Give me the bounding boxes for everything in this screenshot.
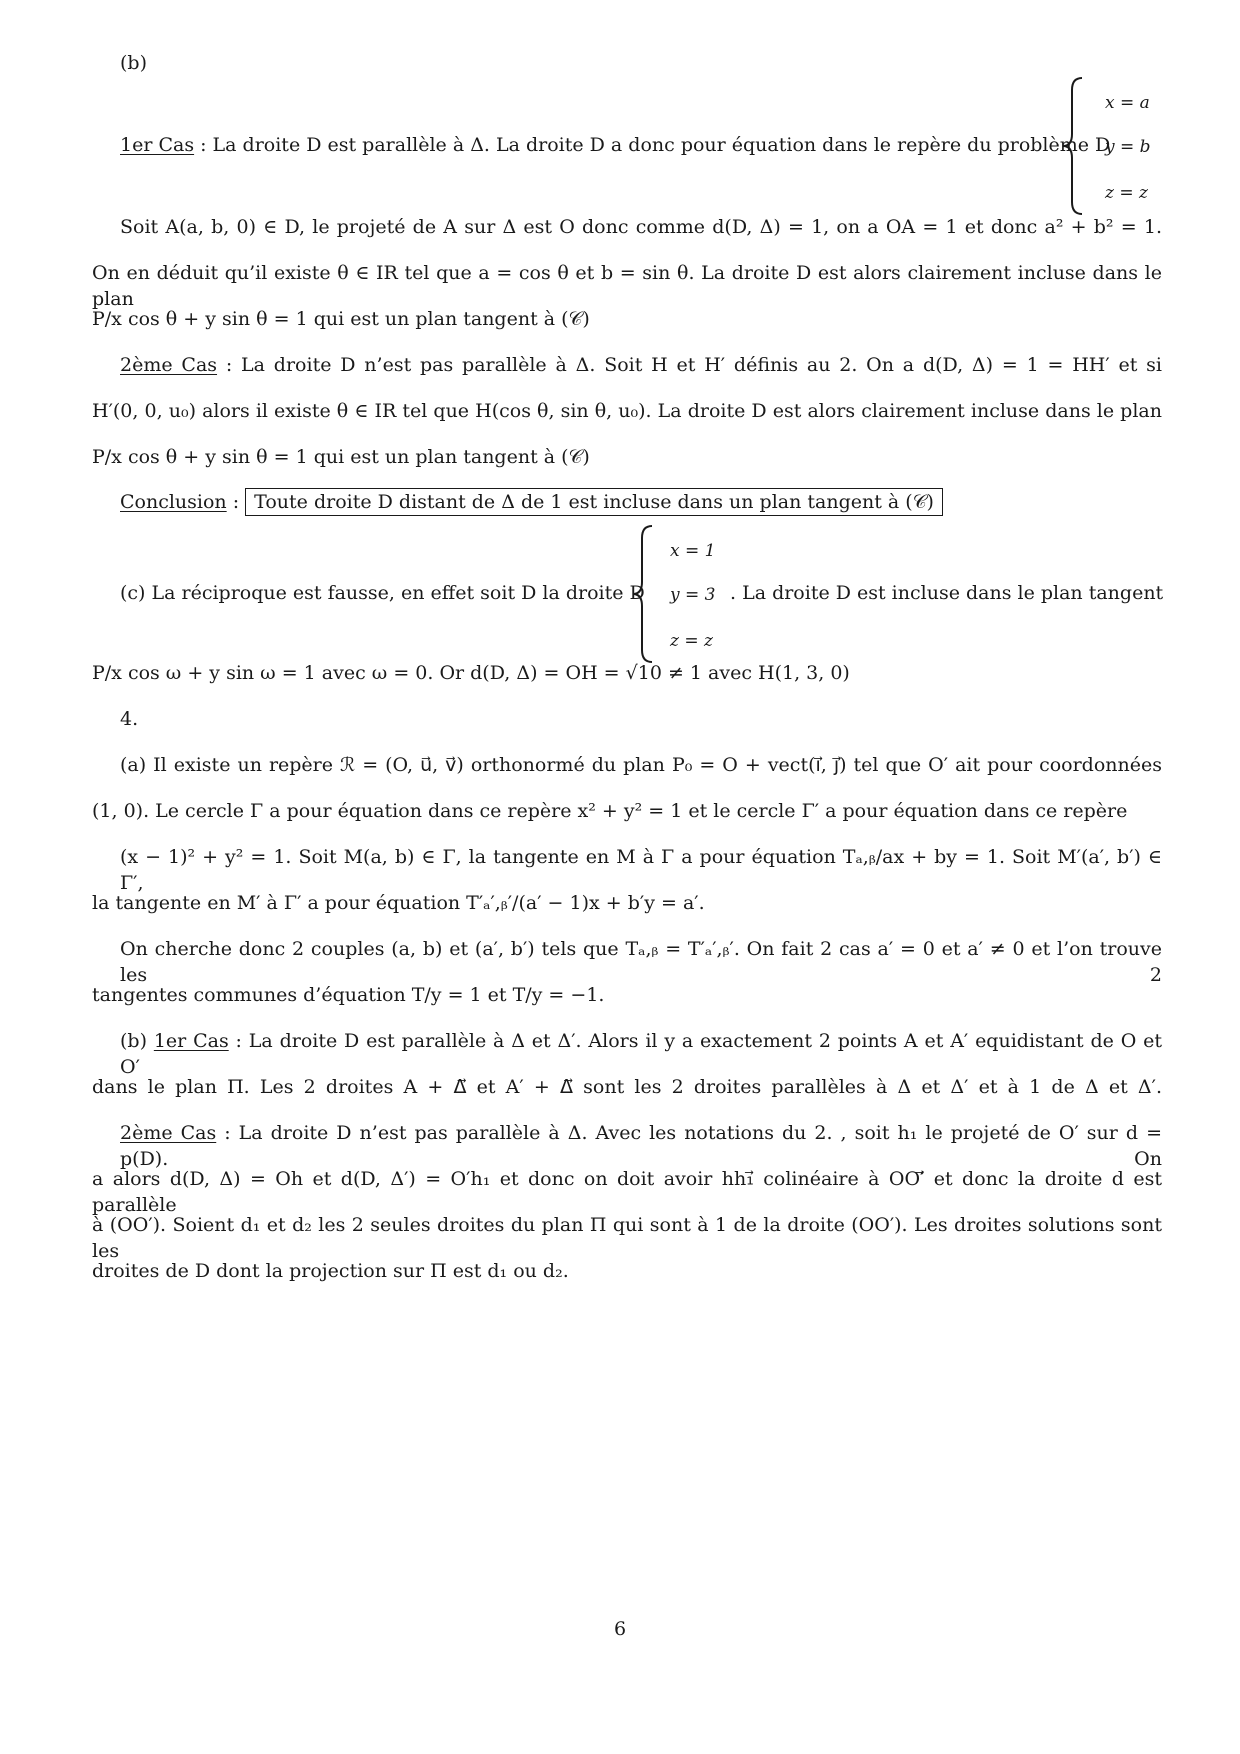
- soit-line-2: On en déduit qu’il existe θ ∈ IR tel que a = cos θ et b = sin θ. La droite D est alors clairement incluse dans le plan: [92, 262, 1162, 310]
- part-b-label: (b): [120, 52, 147, 74]
- case2-label: 2ème Cas: [120, 354, 218, 376]
- part4a-line-1: (a) Il existe un repère ℛ = (O, u⃗, v⃗) orthonormé du plan P₀ = O + vect(i⃗, j⃗) tel que O′ ait pour coordonnées: [120, 754, 1162, 776]
- left-brace-icon: [630, 524, 660, 664]
- section-4-label: 4.: [120, 708, 139, 730]
- part4a-line-3: (x − 1)² + y² = 1. Soit M(a, b) ∈ Γ, la tangente en M à Γ a pour équation Tₐ,ᵦ/ax + by = 1. Soit M′(a′, b′) ∈ Γ′,: [120, 846, 1162, 894]
- conclusion-sep: :: [226, 491, 246, 513]
- part4b-text: : La droite D est parallèle à Δ et Δ′. Alors il y a exactement 2 points A et A′ equidistant de O et O′: [120, 1030, 1162, 1078]
- part-c-eq-y: y = 3: [670, 585, 716, 605]
- part4a-line-4: la tangente en M′ à Γ′ a pour équation T′ₐ′,ᵦ′/(a′ − 1)x + b′y = a′.: [92, 892, 705, 914]
- part-c-tail: . La droite D est incluse dans le plan tangent: [730, 582, 1164, 604]
- part4b-line-1: [120, 1028, 1162, 1080]
- case2b-line-4: droites de D dont la projection sur Π est d₁ ou d₂.: [92, 1260, 569, 1282]
- case2-line-3: P/x cos θ + y sin θ = 1 qui est un plan tangent à (𝒞): [92, 446, 590, 468]
- soit-line-1: Soit A(a, b, 0) ∈ D, le projeté de A sur Δ est O donc comme d(D, Δ) = 1, on a OA = 1 et donc a² + b² = 1.: [120, 216, 1162, 238]
- part4b-prefix: (b): [120, 1030, 154, 1052]
- case2b-text: : La droite D n’est pas parallèle à Δ. Avec les notations du 2. , soit h₁ le projeté de O′ sur d = p(D). On: [120, 1122, 1163, 1170]
- case1-system: [1060, 76, 1160, 216]
- part-c-eq-x: x = 1: [670, 541, 716, 561]
- case1-eq-y: y = b: [1105, 137, 1151, 157]
- case1-label: 1er Cas: [120, 134, 195, 156]
- case1-text: : La droite D est parallèle à Δ. La droite D a donc pour équation dans le repère du problème D: [194, 134, 1111, 156]
- part-c-lead: (c) La réciproque est fausse, en effet soit D la droite D: [120, 582, 645, 604]
- conclusion: [120, 489, 943, 515]
- part4a-line-6: tangentes communes d’équation T/y = 1 et T/y = −1.: [92, 984, 605, 1006]
- part-c-line-2: P/x cos ω + y sin ω = 1 avec ω = 0. Or d(D, Δ) = OH = √10 ≠ 1 avec H(1, 3, 0): [92, 662, 850, 684]
- left-brace-icon: [1060, 76, 1090, 216]
- case2-line-2: H′(0, 0, u₀) alors il existe θ ∈ IR tel que H(cos θ, sin θ, u₀). La droite D est alors clairement incluse dans le plan: [92, 400, 1162, 422]
- soit-line-3: P/x cos θ + y sin θ = 1 qui est un plan tangent à (𝒞): [92, 308, 590, 330]
- case2-text: : La droite D n’est pas parallèle à Δ. Soit H et H′ définis au 2. On a d(D, Δ) = 1 = HH′ et si: [217, 354, 1162, 376]
- page-number: 6: [613, 1618, 627, 1640]
- conclusion-box: Toute droite D distant de Δ de 1 est incluse dans un plan tangent à (𝒞): [245, 488, 943, 516]
- part4a-line-2: (1, 0). Le cercle Γ a pour équation dans ce repère x² + y² = 1 et le cercle Γ′ a pour équation dans ce repère: [92, 800, 1128, 822]
- case2b-line-2: a alors d(D, Δ) = Oh et d(D, Δ′) = O′h₁ et donc on doit avoir hh₁⃗ colinéaire à OO′⃗ et donc la droite d est parallèle: [92, 1168, 1162, 1216]
- part4a-line-5: On cherche donc 2 couples (a, b) et (a′, b′) tels que Tₐ,ᵦ = T′ₐ′,ᵦ′. On fait 2 cas a′ = 0 et a′ ≠ 0 et l’on trouve les 2: [120, 938, 1162, 986]
- part4b-label: 1er Cas: [153, 1030, 229, 1052]
- case1-line: [120, 132, 1110, 158]
- case2b-line-3: à (OO′). Soient d₁ et d₂ les 2 seules droites du plan Π qui sont à 1 de la droite (OO′). Les droites solutions sont les: [92, 1214, 1162, 1262]
- case2-line-1: [120, 352, 1162, 378]
- part-c-system: [630, 524, 740, 664]
- case2b-label: 2ème Cas: [120, 1122, 217, 1144]
- case1-eq-z: z = z: [1105, 183, 1148, 203]
- part-c-eq-z: z = z: [670, 631, 713, 651]
- part4b-line-2: dans le plan Π. Les 2 droites A + Δ⃗ et A′ + Δ⃗ sont les 2 droites parallèles à Δ et Δ′ et à 1 de Δ et Δ′.: [92, 1076, 1162, 1098]
- case2b-line-1: [120, 1120, 1162, 1172]
- conclusion-label: Conclusion: [120, 491, 227, 513]
- case1-eq-x: x = a: [1105, 93, 1150, 113]
